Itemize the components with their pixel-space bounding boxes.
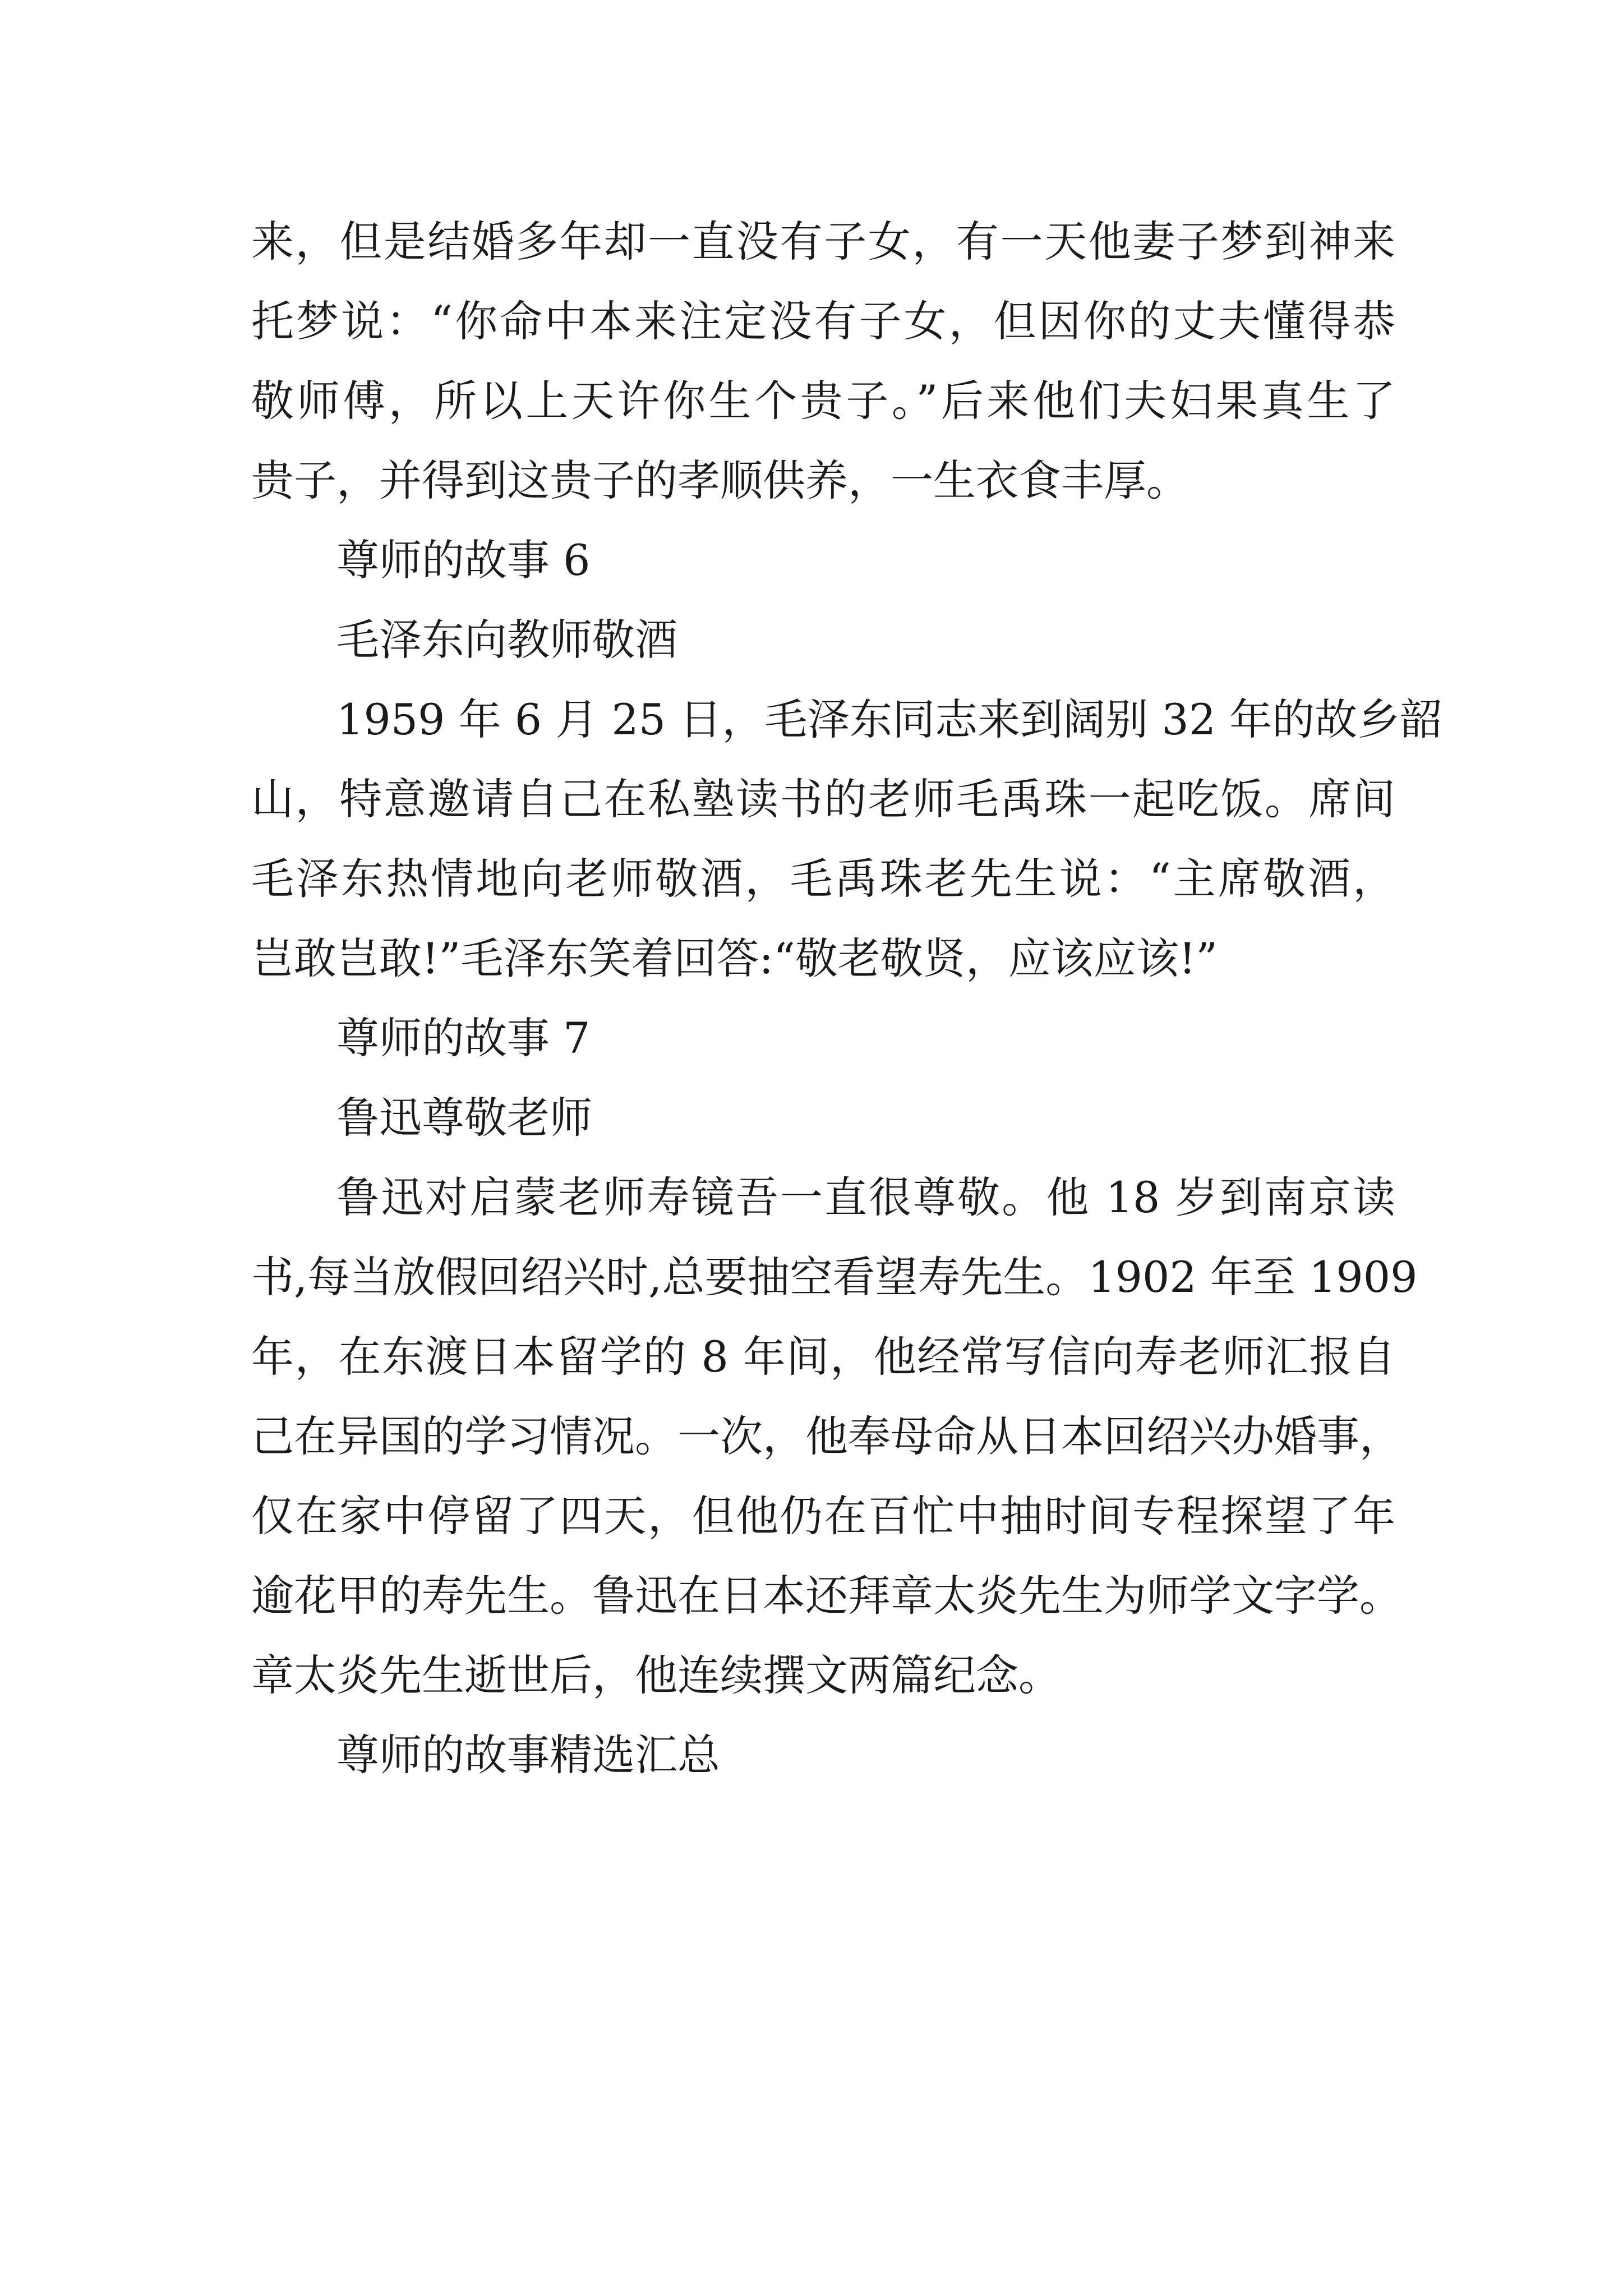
document-body [251,202,1443,1795]
text-line: 仅在家中停留了四天，但他仍在百忙中抽时间专程探望了年 [251,1491,1395,1541]
text-line: 山，特意邀请自己在私塾读书的老师毛禹珠一起吃饭。席间 [251,774,1395,824]
paragraph-story7 [251,1158,1418,1715]
heading-text: 尊师的故事 6 [336,535,591,585]
heading-text: 鲁迅尊敬老师 [336,1093,592,1143]
story-title-luxun [251,1078,1395,1158]
section-heading-summary [251,1715,1395,1795]
paragraph-story5-ending [251,202,1395,521]
text-line: 逾花甲的寿先生。鲁迅在日本还拜章太炎先生为师学文字学。 [251,1571,1402,1621]
heading-text: 尊师的故事 7 [336,1013,591,1063]
text-line: 岂敢岂敢!”毛泽东笑着回答:“敬老敬贤，应该应该!” [251,933,1218,983]
paragraph-story6 [251,680,1443,999]
text-line: 书,每当放假回绍兴时,总要抽空看望寿先生。1902 年至 1909 [251,1252,1418,1302]
text-line: 来，但是结婚多年却一直没有子女，有一天他妻子梦到神来 [251,217,1395,266]
text-line: 敬师傅，所以上天许你生个贵子。”后来他们夫妇果真生了 [251,376,1395,426]
text-line: 1959 年 6 月 25 日，毛泽东同志来到阔别 32 年的故乡韶 [336,694,1443,744]
story-title-mao [251,600,1395,680]
text-line: 鲁迅对启蒙老师寿镜吾一直很尊敬。他 18 岁到南京读 [336,1172,1395,1222]
text-line: 章太炎先生逝世后，他连续撰文两篇纪念。 [251,1650,1061,1700]
text-line: 己在异国的学习情况。一次，他奉母命从日本回绍兴办婚事， [251,1411,1402,1461]
text-line: 贵子，并得到这贵子的孝顺供养，一生衣食丰厚。 [251,455,1189,505]
heading-text: 毛泽东向教师敬酒 [336,615,677,665]
heading-text: 尊师的故事精选汇总 [336,1730,720,1780]
text-line: 年，在东渡日本留学的 8 年间，他经常写信向寿老师汇报自 [251,1332,1395,1382]
text-line: 毛泽东热情地向老师敬酒，毛禹珠老先生说：“主席敬酒， [251,854,1395,904]
text-line: 托梦说：“你命中本来注定没有子女，但因你的丈夫懂得恭 [251,296,1395,346]
section-heading-story6 [251,521,1395,600]
section-heading-story7 [251,999,1395,1078]
